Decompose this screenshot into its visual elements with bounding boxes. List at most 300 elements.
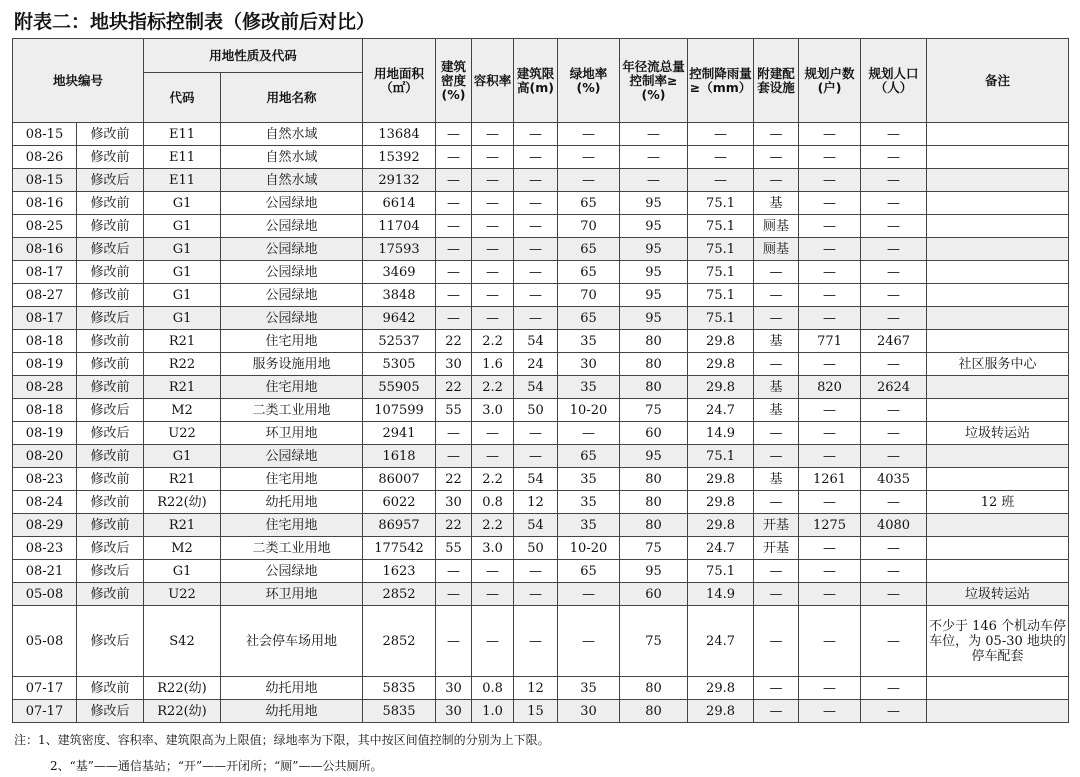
population-cell: — (861, 583, 927, 606)
far-cell: 2.2 (472, 514, 514, 537)
state-cell: 修改前 (77, 445, 144, 468)
far-cell: — (472, 215, 514, 238)
state-cell: 修改后 (77, 238, 144, 261)
header-density: 建筑密度(%) (436, 39, 472, 123)
runoff-cell: 80 (620, 491, 688, 514)
population-cell: — (861, 422, 927, 445)
green-cell: — (558, 606, 620, 677)
land-name-cell: 环卫用地 (221, 583, 363, 606)
runoff-cell: 80 (620, 353, 688, 376)
facility-cell: 开基 (754, 514, 799, 537)
far-cell: — (472, 146, 514, 169)
code-cell: G1 (144, 560, 221, 583)
code-cell: G1 (144, 307, 221, 330)
land-name-cell: 幼托用地 (221, 677, 363, 700)
area-cell: 86957 (363, 514, 436, 537)
density-cell: — (436, 307, 472, 330)
far-cell: — (472, 445, 514, 468)
green-cell: — (558, 169, 620, 192)
header-remark: 备注 (927, 39, 1069, 123)
land-name-cell: 幼托用地 (221, 491, 363, 514)
state-cell: 修改后 (77, 399, 144, 422)
facility-cell: — (754, 422, 799, 445)
green-cell: — (558, 146, 620, 169)
remark-cell (927, 192, 1069, 215)
green-cell: — (558, 422, 620, 445)
state-cell: 修改前 (77, 215, 144, 238)
green-cell: 65 (558, 445, 620, 468)
header-facility: 附建配套设施 (754, 39, 799, 123)
density-cell: — (436, 583, 472, 606)
block-id-cell: 08-20 (13, 445, 77, 468)
header-runoff: 年径流总量控制率≥(%) (620, 39, 688, 123)
remark-cell (927, 537, 1069, 560)
population-cell: — (861, 606, 927, 677)
code-cell: R21 (144, 330, 221, 353)
area-cell: 5835 (363, 700, 436, 723)
height-cell: 12 (514, 677, 558, 700)
area-cell: 17593 (363, 238, 436, 261)
index-control-table (12, 38, 1069, 723)
code-cell: E11 (144, 146, 221, 169)
households-cell: 1275 (799, 514, 861, 537)
land-name-cell: 服务设施用地 (221, 353, 363, 376)
far-cell: 1.6 (472, 353, 514, 376)
density-cell: — (436, 192, 472, 215)
households-cell: — (799, 215, 861, 238)
state-cell: 修改前 (77, 376, 144, 399)
remark-cell: 垃圾转运站 (927, 583, 1069, 606)
density-cell: 30 (436, 491, 472, 514)
facility-cell: 基 (754, 330, 799, 353)
area-cell: 3848 (363, 284, 436, 307)
rain-cell: 24.7 (688, 606, 754, 677)
area-cell: 86007 (363, 468, 436, 491)
header-code: 代码 (144, 73, 221, 123)
green-cell: 35 (558, 491, 620, 514)
height-cell: 12 (514, 491, 558, 514)
land-name-cell: 公园绿地 (221, 560, 363, 583)
land-name-cell: 住宅用地 (221, 376, 363, 399)
header-height: 建筑限高(m) (514, 39, 558, 123)
land-name-cell: 自然水域 (221, 169, 363, 192)
code-cell: M2 (144, 537, 221, 560)
households-cell: — (799, 422, 861, 445)
density-cell: — (436, 560, 472, 583)
land-name-cell: 环卫用地 (221, 422, 363, 445)
land-name-cell: 二类工业用地 (221, 537, 363, 560)
runoff-cell: 80 (620, 468, 688, 491)
rain-cell: 29.8 (688, 700, 754, 723)
green-cell: 70 (558, 215, 620, 238)
block-id-cell: 08-15 (13, 123, 77, 146)
land-name-cell: 二类工业用地 (221, 399, 363, 422)
households-cell: — (799, 353, 861, 376)
population-cell: 2624 (861, 376, 927, 399)
rain-cell: 24.7 (688, 537, 754, 560)
table-row (13, 192, 1069, 215)
table-row (13, 261, 1069, 284)
footnote-2: 2、“基”——通信基站；“开”——开闭所；“厕”——公共厕所。 (50, 759, 383, 773)
population-cell: — (861, 215, 927, 238)
runoff-cell: — (620, 146, 688, 169)
block-id-cell: 08-15 (13, 169, 77, 192)
header-area: 用地面积（㎡） (363, 39, 436, 123)
remark-cell (927, 215, 1069, 238)
density-cell: — (436, 261, 472, 284)
runoff-cell: 75 (620, 399, 688, 422)
households-cell: — (799, 677, 861, 700)
density-cell: — (436, 445, 472, 468)
facility-cell: 厕基 (754, 215, 799, 238)
remark-cell (927, 307, 1069, 330)
facility-cell: — (754, 445, 799, 468)
state-cell: 修改前 (77, 146, 144, 169)
block-id-cell: 08-19 (13, 353, 77, 376)
population-cell: — (861, 399, 927, 422)
remark-cell (927, 238, 1069, 261)
population-cell: — (861, 284, 927, 307)
households-cell: — (799, 284, 861, 307)
block-id-cell: 08-17 (13, 261, 77, 284)
population-cell: — (861, 353, 927, 376)
state-cell: 修改前 (77, 353, 144, 376)
runoff-cell: 95 (620, 307, 688, 330)
rain-cell: — (688, 169, 754, 192)
land-name-cell: 公园绿地 (221, 307, 363, 330)
population-cell: — (861, 307, 927, 330)
table-row (13, 700, 1069, 723)
rain-cell: — (688, 146, 754, 169)
height-cell: 54 (514, 330, 558, 353)
remark-cell (927, 700, 1069, 723)
facility-cell: 厕基 (754, 238, 799, 261)
facility-cell: — (754, 353, 799, 376)
height-cell: — (514, 238, 558, 261)
land-name-cell: 公园绿地 (221, 215, 363, 238)
table-row (13, 169, 1069, 192)
far-cell: — (472, 560, 514, 583)
header-land-group: 用地性质及代码 (144, 39, 363, 73)
area-cell: 1623 (363, 560, 436, 583)
block-id-cell: 08-23 (13, 537, 77, 560)
block-id-cell: 08-27 (13, 284, 77, 307)
state-cell: 修改后 (77, 560, 144, 583)
block-id-cell: 07-17 (13, 677, 77, 700)
runoff-cell: 95 (620, 445, 688, 468)
height-cell: — (514, 583, 558, 606)
code-cell: R22 (144, 353, 221, 376)
header-far: 容积率 (472, 39, 514, 123)
area-cell: 6022 (363, 491, 436, 514)
table-row (13, 123, 1069, 146)
facility-cell: 开基 (754, 537, 799, 560)
population-cell: 2467 (861, 330, 927, 353)
density-cell: 30 (436, 700, 472, 723)
land-name-cell: 幼托用地 (221, 700, 363, 723)
green-cell: 35 (558, 677, 620, 700)
land-name-cell: 住宅用地 (221, 514, 363, 537)
area-cell: 107599 (363, 399, 436, 422)
height-cell: — (514, 307, 558, 330)
height-cell: 24 (514, 353, 558, 376)
table-row (13, 284, 1069, 307)
density-cell: — (436, 422, 472, 445)
code-cell: M2 (144, 399, 221, 422)
runoff-cell: 95 (620, 192, 688, 215)
households-cell: 820 (799, 376, 861, 399)
table-row (13, 215, 1069, 238)
green-cell: 35 (558, 330, 620, 353)
page-title: 附表二：地块指标控制表（修改前后对比） (14, 11, 376, 33)
population-cell: — (861, 146, 927, 169)
runoff-cell: 75 (620, 606, 688, 677)
density-cell: — (436, 606, 472, 677)
green-cell: 65 (558, 307, 620, 330)
green-cell: 35 (558, 514, 620, 537)
height-cell: — (514, 606, 558, 677)
runoff-cell: 80 (620, 514, 688, 537)
height-cell: 54 (514, 468, 558, 491)
far-cell: — (472, 583, 514, 606)
block-id-cell: 08-25 (13, 215, 77, 238)
block-id-cell: 08-29 (13, 514, 77, 537)
state-cell: 修改前 (77, 261, 144, 284)
state-cell: 修改前 (77, 123, 144, 146)
density-cell: 22 (436, 468, 472, 491)
runoff-cell: 80 (620, 330, 688, 353)
height-cell: — (514, 169, 558, 192)
height-cell: — (514, 192, 558, 215)
height-cell: — (514, 123, 558, 146)
rain-cell: 29.8 (688, 330, 754, 353)
population-cell: 4035 (861, 468, 927, 491)
land-name-cell: 住宅用地 (221, 330, 363, 353)
rain-cell: 29.8 (688, 376, 754, 399)
far-cell: — (472, 192, 514, 215)
remark-cell: 社区服务中心 (927, 353, 1069, 376)
remark-cell: 12 班 (927, 491, 1069, 514)
height-cell: — (514, 445, 558, 468)
population-cell: — (861, 700, 927, 723)
facility-cell: — (754, 169, 799, 192)
block-id-cell: 08-16 (13, 192, 77, 215)
population-cell: — (861, 537, 927, 560)
block-id-cell: 05-08 (13, 606, 77, 677)
height-cell: — (514, 146, 558, 169)
density-cell: — (436, 238, 472, 261)
households-cell: — (799, 192, 861, 215)
area-cell: 55905 (363, 376, 436, 399)
code-cell: G1 (144, 261, 221, 284)
header-green: 绿地率(%) (558, 39, 620, 123)
far-cell: — (472, 606, 514, 677)
density-cell: — (436, 284, 472, 307)
remark-cell (927, 399, 1069, 422)
area-cell: 15392 (363, 146, 436, 169)
facility-cell: — (754, 307, 799, 330)
far-cell: 3.0 (472, 399, 514, 422)
population-cell: — (861, 123, 927, 146)
facility-cell: 基 (754, 468, 799, 491)
far-cell: 2.2 (472, 330, 514, 353)
green-cell: 65 (558, 238, 620, 261)
runoff-cell: 80 (620, 700, 688, 723)
table-row (13, 353, 1069, 376)
area-cell: 52537 (363, 330, 436, 353)
area-cell: 9642 (363, 307, 436, 330)
area-cell: 29132 (363, 169, 436, 192)
households-cell: — (799, 146, 861, 169)
population-cell: — (861, 238, 927, 261)
facility-cell: — (754, 146, 799, 169)
remark-cell: 不少于 146 个机动车停车位，为 05-30 地块的停车配套 (927, 606, 1069, 677)
far-cell: — (472, 169, 514, 192)
population-cell: — (861, 560, 927, 583)
facility-cell: — (754, 491, 799, 514)
households-cell: — (799, 238, 861, 261)
green-cell: — (558, 123, 620, 146)
households-cell: — (799, 445, 861, 468)
green-cell: 30 (558, 700, 620, 723)
height-cell: — (514, 422, 558, 445)
code-cell: R22(幼) (144, 677, 221, 700)
table-row (13, 307, 1069, 330)
code-cell: U22 (144, 583, 221, 606)
rain-cell: 29.8 (688, 677, 754, 700)
households-cell: — (799, 123, 861, 146)
code-cell: S42 (144, 606, 221, 677)
remark-cell (927, 445, 1069, 468)
rain-cell: 75.1 (688, 445, 754, 468)
code-cell: R21 (144, 514, 221, 537)
land-name-cell: 住宅用地 (221, 468, 363, 491)
block-id-cell: 08-16 (13, 238, 77, 261)
block-id-cell: 08-26 (13, 146, 77, 169)
green-cell: — (558, 583, 620, 606)
facility-cell: 基 (754, 376, 799, 399)
state-cell: 修改后 (77, 422, 144, 445)
table-row (13, 537, 1069, 560)
block-id-cell: 08-18 (13, 399, 77, 422)
state-cell: 修改前 (77, 677, 144, 700)
remark-cell (927, 146, 1069, 169)
rain-cell: 24.7 (688, 399, 754, 422)
runoff-cell: — (620, 123, 688, 146)
green-cell: 70 (558, 284, 620, 307)
runoff-cell: 80 (620, 677, 688, 700)
height-cell: 50 (514, 537, 558, 560)
facility-cell: — (754, 583, 799, 606)
state-cell: 修改后 (77, 169, 144, 192)
far-cell: 2.2 (472, 468, 514, 491)
table-row (13, 606, 1069, 677)
remark-cell (927, 514, 1069, 537)
land-name-cell: 公园绿地 (221, 261, 363, 284)
code-cell: G1 (144, 445, 221, 468)
state-cell: 修改前 (77, 514, 144, 537)
state-cell: 修改前 (77, 192, 144, 215)
table-row (13, 422, 1069, 445)
land-name-cell: 公园绿地 (221, 445, 363, 468)
land-name-cell: 社会停车场用地 (221, 606, 363, 677)
height-cell: 54 (514, 376, 558, 399)
rain-cell: 29.8 (688, 514, 754, 537)
table-header (13, 39, 1069, 123)
population-cell: — (861, 261, 927, 284)
remark-cell: 垃圾转运站 (927, 422, 1069, 445)
households-cell: — (799, 606, 861, 677)
runoff-cell: 60 (620, 583, 688, 606)
green-cell: 10-20 (558, 537, 620, 560)
far-cell: 0.8 (472, 677, 514, 700)
households-cell: — (799, 583, 861, 606)
area-cell: 2852 (363, 583, 436, 606)
households-cell: — (799, 169, 861, 192)
population-cell: — (861, 491, 927, 514)
density-cell: — (436, 146, 472, 169)
rain-cell: 14.9 (688, 583, 754, 606)
density-cell: — (436, 123, 472, 146)
far-cell: 3.0 (472, 537, 514, 560)
population-cell: — (861, 445, 927, 468)
area-cell: 11704 (363, 215, 436, 238)
runoff-cell: 95 (620, 261, 688, 284)
table-row (13, 330, 1069, 353)
block-id-cell: 08-23 (13, 468, 77, 491)
rain-cell: 29.8 (688, 491, 754, 514)
remark-cell (927, 677, 1069, 700)
density-cell: 55 (436, 399, 472, 422)
facility-cell: 基 (754, 192, 799, 215)
density-cell: 22 (436, 376, 472, 399)
height-cell: 54 (514, 514, 558, 537)
households-cell: — (799, 537, 861, 560)
far-cell: 0.8 (472, 491, 514, 514)
height-cell: 15 (514, 700, 558, 723)
households-cell: — (799, 261, 861, 284)
green-cell: 65 (558, 192, 620, 215)
code-cell: U22 (144, 422, 221, 445)
remark-cell (927, 468, 1069, 491)
green-cell: 10-20 (558, 399, 620, 422)
runoff-cell: 95 (620, 284, 688, 307)
households-cell: — (799, 700, 861, 723)
facility-cell: — (754, 606, 799, 677)
remark-cell (927, 376, 1069, 399)
code-cell: R21 (144, 376, 221, 399)
runoff-cell: 80 (620, 376, 688, 399)
facility-cell: — (754, 284, 799, 307)
code-cell: R21 (144, 468, 221, 491)
height-cell: — (514, 560, 558, 583)
remark-cell (927, 169, 1069, 192)
remark-cell (927, 123, 1069, 146)
land-name-cell: 公园绿地 (221, 238, 363, 261)
code-cell: E11 (144, 123, 221, 146)
block-id-cell: 08-21 (13, 560, 77, 583)
density-cell: — (436, 169, 472, 192)
rain-cell: 75.1 (688, 284, 754, 307)
table-row (13, 677, 1069, 700)
area-cell: 1618 (363, 445, 436, 468)
density-cell: 30 (436, 677, 472, 700)
code-cell: G1 (144, 215, 221, 238)
remark-cell (927, 560, 1069, 583)
block-id-cell: 08-28 (13, 376, 77, 399)
density-cell: — (436, 215, 472, 238)
remark-cell (927, 261, 1069, 284)
